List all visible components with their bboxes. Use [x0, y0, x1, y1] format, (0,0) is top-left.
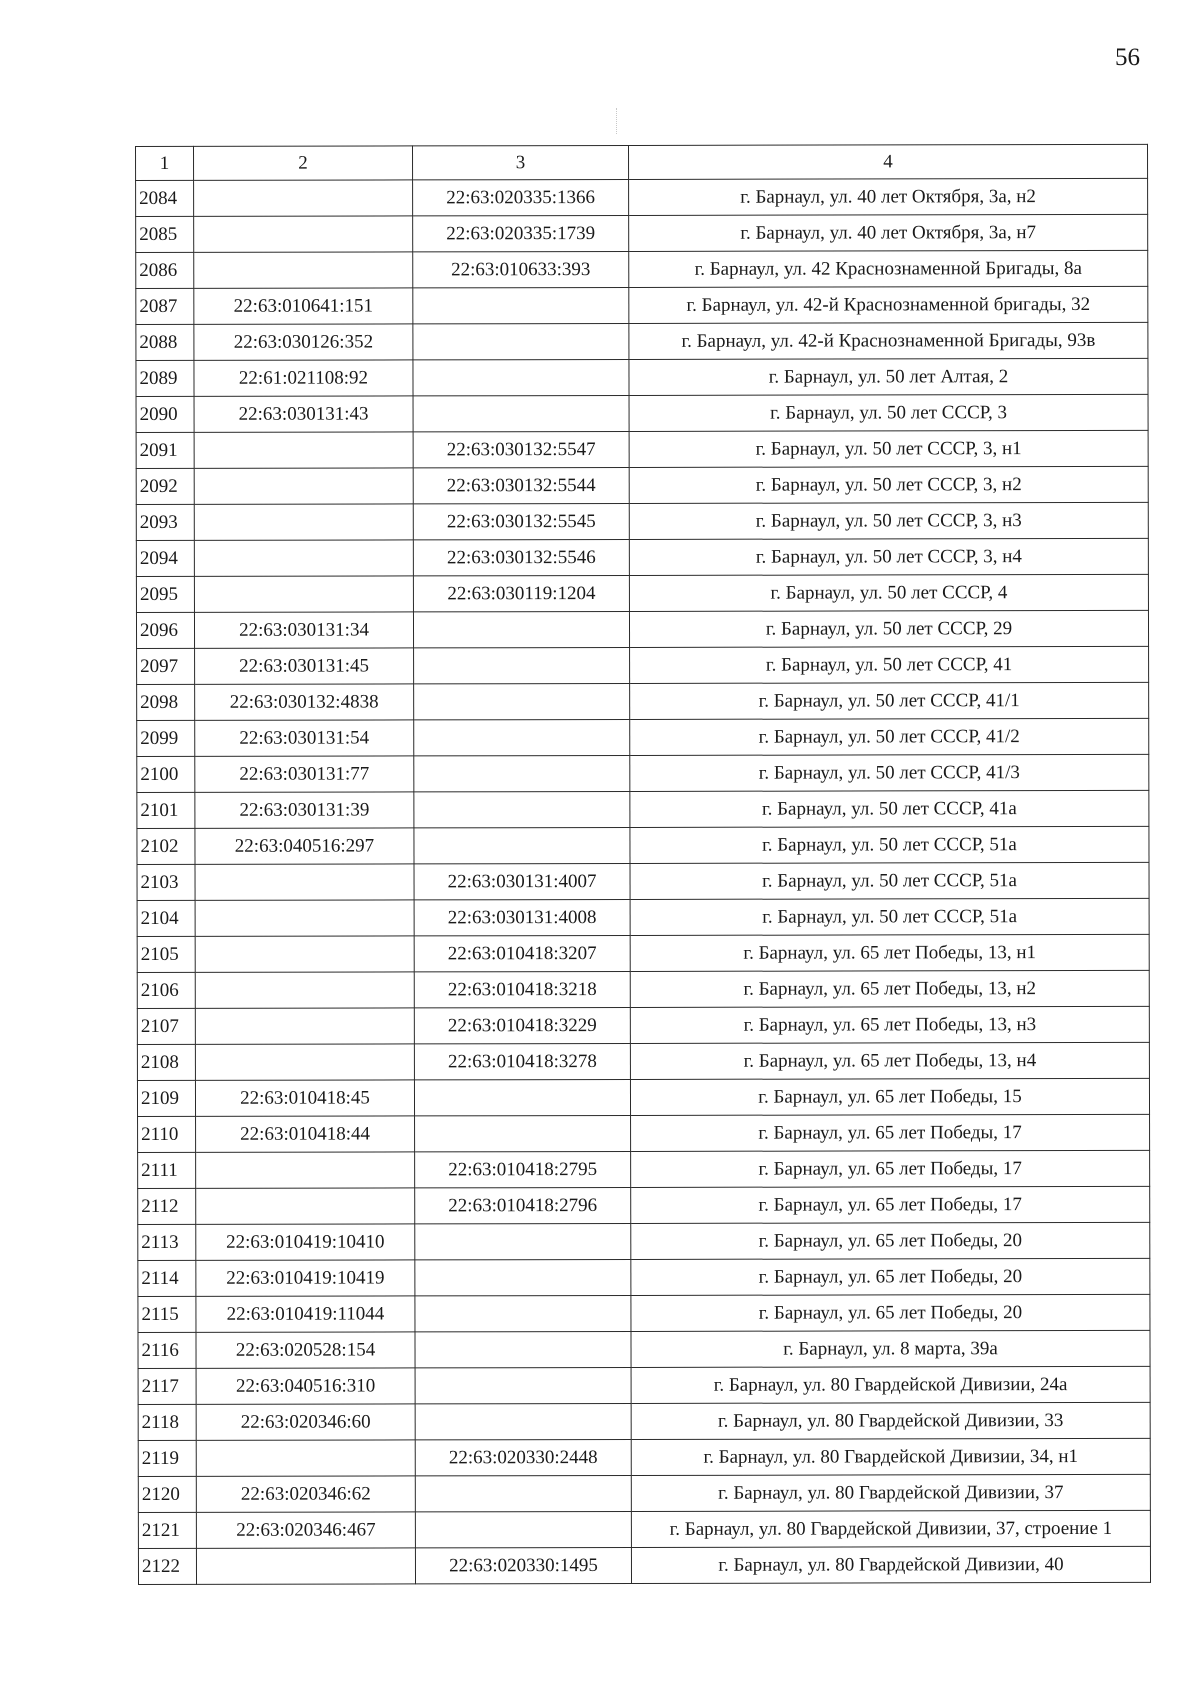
- row-number-cell: 2112: [138, 1188, 196, 1224]
- row-number-cell: 2094: [136, 540, 194, 576]
- row-number-cell: 2118: [138, 1404, 196, 1440]
- address-cell: г. Барнаул, ул. 50 лет СССР, 3, н2: [629, 466, 1148, 503]
- row-number-cell: 2088: [136, 324, 194, 360]
- row-number-cell: 2099: [137, 720, 195, 756]
- row-number-cell: 2086: [136, 252, 194, 288]
- address-cell: г. Барнаул, ул. 65 лет Победы, 20: [631, 1294, 1150, 1331]
- object-cadastral-number-cell: [415, 1367, 631, 1403]
- object-cadastral-number-cell: [415, 1475, 631, 1511]
- object-cadastral-number-cell: [413, 395, 629, 431]
- object-cadastral-number-cell: 22:63:010418:3207: [414, 935, 630, 971]
- object-cadastral-number-cell: 22:63:010418:3278: [414, 1043, 630, 1079]
- cadastral-number-cell: 22:63:020346:62: [196, 1476, 415, 1512]
- address-cell: г. Барнаул, ул. 50 лет СССР, 3: [629, 394, 1148, 431]
- object-cadastral-number-cell: [415, 1115, 631, 1151]
- row-number-cell: 2110: [138, 1116, 196, 1152]
- cadastral-number-cell: 22:63:030131:45: [195, 648, 414, 684]
- address-cell: г. Барнаул, ул. 8 марта, 39а: [631, 1330, 1150, 1367]
- table-row: [138, 1402, 1150, 1440]
- address-cell: г. Барнаул, ул. 65 лет Победы, 13, н1: [630, 934, 1149, 971]
- address-cell: г. Барнаул, ул. 50 лет СССР, 4: [629, 574, 1148, 611]
- address-cell: г. Барнаул, ул. 50 лет СССР, 3, н4: [629, 538, 1148, 575]
- cadastral-number-cell: 22:63:010419:10419: [196, 1260, 415, 1296]
- object-cadastral-number-cell: 22:63:030132:5546: [413, 539, 629, 575]
- table-row: [136, 214, 1148, 252]
- address-cell: г. Барнаул, ул. 80 Гвардейской Дивизии, 37, строение 1: [631, 1510, 1150, 1547]
- address-cell: г. Барнаул, ул. 80 Гвардейской Дивизии, 34, н1: [631, 1438, 1150, 1475]
- row-number-cell: 2096: [136, 612, 194, 648]
- column-header-2: 2: [194, 146, 413, 180]
- cadastral-number-cell: 22:63:030131:39: [195, 792, 414, 828]
- cadastral-number-cell: [194, 468, 413, 504]
- object-cadastral-number-cell: 22:63:010418:3229: [414, 1007, 630, 1043]
- cadastral-number-cell: 22:63:010419:10410: [196, 1224, 415, 1260]
- table-row: [137, 1042, 1149, 1080]
- cadastral-number-cell: [196, 1188, 415, 1224]
- row-number-cell: 2098: [137, 684, 195, 720]
- column-header-4: 4: [628, 144, 1147, 179]
- table-row: [137, 646, 1149, 684]
- row-number-cell: 2117: [138, 1368, 196, 1404]
- cadastral-number-cell: [194, 540, 413, 576]
- table-row: [138, 1222, 1150, 1260]
- cadastral-number-cell: [195, 972, 414, 1008]
- row-number-cell: 2100: [137, 756, 195, 792]
- row-number-cell: 2089: [136, 360, 194, 396]
- address-cell: г. Барнаул, ул. 50 лет СССР, 3, н3: [629, 502, 1148, 539]
- object-cadastral-number-cell: 22:63:030132:5544: [413, 467, 629, 503]
- row-number-cell: 2090: [136, 396, 194, 432]
- row-number-cell: 2113: [138, 1224, 196, 1260]
- table-row: [138, 1114, 1150, 1152]
- cadastral-number-cell: 22:61:021108:92: [194, 360, 413, 396]
- table-row: [138, 1366, 1150, 1404]
- object-cadastral-number-cell: 22:63:030132:5547: [413, 431, 629, 467]
- row-number-cell: 2116: [138, 1332, 196, 1368]
- table-row: [137, 682, 1149, 720]
- row-number-cell: 2085: [136, 216, 194, 252]
- scan-artifact: [616, 108, 619, 134]
- cadastral-number-cell: 22:63:030126:352: [194, 324, 413, 360]
- row-number-cell: 2109: [137, 1080, 195, 1116]
- cadastral-number-cell: [196, 1548, 415, 1584]
- table-row: [138, 1150, 1150, 1188]
- cadastral-number-cell: 22:63:040516:310: [196, 1368, 415, 1404]
- table-row: [137, 754, 1149, 792]
- object-cadastral-number-cell: [414, 719, 630, 755]
- address-cell: г. Барнаул, ул. 50 лет Алтая, 2: [629, 358, 1148, 395]
- table-row: [137, 934, 1149, 972]
- address-cell: г. Барнаул, ул. 65 лет Победы, 17: [631, 1186, 1150, 1223]
- address-cell: г. Барнаул, ул. 65 лет Победы, 13, н4: [630, 1042, 1149, 1079]
- table-row: [137, 1078, 1149, 1116]
- cadastral-number-cell: 22:63:010418:45: [195, 1080, 414, 1116]
- row-number-cell: 2103: [137, 864, 195, 900]
- object-cadastral-number-cell: 22:63:030131:4007: [414, 863, 630, 899]
- table-row: [138, 1258, 1150, 1296]
- table-row: [138, 1510, 1150, 1548]
- address-cell: г. Барнаул, ул. 65 лет Победы, 13, н3: [630, 1006, 1149, 1043]
- object-cadastral-number-cell: [415, 1331, 631, 1367]
- row-number-cell: 2097: [137, 648, 195, 684]
- row-number-cell: 2084: [136, 180, 194, 216]
- cadastral-number-cell: [195, 900, 414, 936]
- address-cell: г. Барнаул, ул. 50 лет СССР, 41/3: [630, 754, 1149, 791]
- cadastral-number-cell: [194, 180, 413, 216]
- address-cell: г. Барнаул, ул. 65 лет Победы, 20: [631, 1258, 1150, 1295]
- cadastral-number-cell: 22:63:010641:151: [194, 288, 413, 324]
- cadastral-number-cell: [194, 576, 413, 612]
- cadastral-number-cell: [194, 432, 413, 468]
- address-cell: г. Барнаул, ул. 42-й Краснознаменной Бригады, 93в: [629, 322, 1148, 359]
- row-number-cell: 2092: [136, 468, 194, 504]
- cadastral-number-cell: [195, 1008, 414, 1044]
- table-row: [136, 358, 1148, 396]
- cadastral-number-cell: 22:63:040516:297: [195, 828, 414, 864]
- address-cell: г. Барнаул, ул. 65 лет Победы, 20: [631, 1222, 1150, 1259]
- object-cadastral-number-cell: [413, 287, 629, 323]
- object-cadastral-number-cell: [414, 683, 630, 719]
- address-cell: г. Барнаул, ул. 50 лет СССР, 41/1: [630, 682, 1149, 719]
- object-cadastral-number-cell: 22:63:010418:2796: [415, 1187, 631, 1223]
- table-row: [138, 1474, 1150, 1512]
- address-cell: г. Барнаул, ул. 65 лет Победы, 15: [630, 1078, 1149, 1115]
- object-cadastral-number-cell: [414, 755, 630, 791]
- table-row: [138, 1546, 1150, 1584]
- table-row: [136, 394, 1148, 432]
- cadastral-number-cell: 22:63:010419:11044: [196, 1296, 415, 1332]
- cadastral-number-cell: 22:63:030131:77: [195, 756, 414, 792]
- column-header-3: 3: [413, 145, 629, 179]
- cadastral-number-cell: [194, 504, 413, 540]
- table-row: [138, 1294, 1150, 1332]
- object-cadastral-number-cell: [414, 647, 630, 683]
- table-body: [136, 178, 1151, 1584]
- object-cadastral-number-cell: [413, 359, 629, 395]
- row-number-cell: 2108: [137, 1044, 195, 1080]
- object-cadastral-number-cell: 22:63:020330:2448: [415, 1439, 631, 1475]
- address-cell: г. Барнаул, ул. 50 лет СССР, 41: [630, 646, 1149, 683]
- cadastral-number-cell: 22:63:020346:60: [196, 1404, 415, 1440]
- table-row: [138, 1186, 1150, 1224]
- table-row: [138, 1438, 1150, 1476]
- cadastral-number-cell: [194, 216, 413, 252]
- row-number-cell: 2087: [136, 288, 194, 324]
- cadastral-number-cell: 22:63:030131:34: [194, 612, 413, 648]
- row-number-cell: 2105: [137, 936, 195, 972]
- table-row: [136, 430, 1148, 468]
- table-row: [137, 970, 1149, 1008]
- table-row: [136, 322, 1148, 360]
- object-cadastral-number-cell: 22:63:030131:4008: [414, 899, 630, 935]
- object-cadastral-number-cell: [413, 611, 629, 647]
- row-number-cell: 2111: [138, 1152, 196, 1188]
- address-cell: г. Барнаул, ул. 42 Краснознаменной Бригады, 8а: [629, 250, 1148, 287]
- object-cadastral-number-cell: 22:63:020335:1739: [413, 215, 629, 251]
- object-cadastral-number-cell: 22:63:020330:1495: [415, 1547, 631, 1583]
- table-row: [136, 466, 1148, 504]
- row-number-cell: 2102: [137, 828, 195, 864]
- object-cadastral-number-cell: [413, 323, 629, 359]
- object-cadastral-number-cell: [414, 791, 630, 827]
- row-number-cell: 2122: [138, 1548, 196, 1584]
- cadastral-number-cell: [195, 936, 414, 972]
- object-cadastral-number-cell: 22:63:030132:5545: [413, 503, 629, 539]
- address-cell: г. Барнаул, ул. 50 лет СССР, 29: [629, 610, 1148, 647]
- cadastral-number-cell: [195, 1044, 414, 1080]
- address-cell: г. Барнаул, ул. 42-й Краснознаменной бригады, 32: [629, 286, 1148, 323]
- table-row: [137, 718, 1149, 756]
- address-cell: г. Барнаул, ул. 50 лет СССР, 51а: [630, 898, 1149, 935]
- cadastral-number-cell: 22:63:020528:154: [196, 1332, 415, 1368]
- table-row: [136, 250, 1148, 288]
- row-number-cell: 2121: [138, 1512, 196, 1548]
- address-cell: г. Барнаул, ул. 80 Гвардейской Дивизии, 24а: [631, 1366, 1150, 1403]
- row-number-cell: 2093: [136, 504, 194, 540]
- table-row: [138, 1330, 1150, 1368]
- address-cell: г. Барнаул, ул. 80 Гвардейской Дивизии, 40: [631, 1546, 1150, 1583]
- address-cell: г. Барнаул, ул. 40 лет Октября, 3а, н7: [629, 214, 1148, 251]
- table-row: [137, 790, 1149, 828]
- table-row: [137, 826, 1149, 864]
- row-number-cell: 2091: [136, 432, 194, 468]
- address-cell: г. Барнаул, ул. 65 лет Победы, 17: [631, 1114, 1150, 1151]
- table-row: [136, 502, 1148, 540]
- registry-table: [135, 144, 1151, 1585]
- row-number-cell: 2114: [138, 1260, 196, 1296]
- object-cadastral-number-cell: [414, 1079, 630, 1115]
- row-number-cell: 2119: [138, 1440, 196, 1476]
- cadastral-number-cell: [194, 252, 413, 288]
- object-cadastral-number-cell: 22:63:010418:3218: [414, 971, 630, 1007]
- address-cell: г. Барнаул, ул. 50 лет СССР, 51а: [630, 826, 1149, 863]
- object-cadastral-number-cell: 22:63:030119:1204: [413, 575, 629, 611]
- cadastral-number-cell: 22:63:030132:4838: [195, 684, 414, 720]
- row-number-cell: 2106: [137, 972, 195, 1008]
- cadastral-number-cell: [195, 864, 414, 900]
- object-cadastral-number-cell: [415, 1223, 631, 1259]
- object-cadastral-number-cell: [415, 1403, 631, 1439]
- cadastral-number-cell: 22:63:030131:54: [195, 720, 414, 756]
- row-number-cell: 2120: [138, 1476, 196, 1512]
- table-row: [137, 862, 1149, 900]
- cadastral-number-cell: [196, 1152, 415, 1188]
- address-cell: г. Барнаул, ул. 50 лет СССР, 41а: [630, 790, 1149, 827]
- address-cell: г. Барнаул, ул. 50 лет СССР, 51а: [630, 862, 1149, 899]
- table-row: [136, 538, 1148, 576]
- row-number-cell: 2107: [137, 1008, 195, 1044]
- address-cell: г. Барнаул, ул. 65 лет Победы, 17: [631, 1150, 1150, 1187]
- object-cadastral-number-cell: [415, 1511, 631, 1547]
- table-header-row: [136, 144, 1148, 180]
- row-number-cell: 2104: [137, 900, 195, 936]
- table-row: [137, 1006, 1149, 1044]
- table-row: [136, 574, 1148, 612]
- column-header-1: 1: [136, 146, 194, 180]
- object-cadastral-number-cell: [415, 1295, 631, 1331]
- object-cadastral-number-cell: 22:63:010633:393: [413, 251, 629, 287]
- object-cadastral-number-cell: [415, 1259, 631, 1295]
- cadastral-number-cell: 22:63:010418:44: [196, 1116, 415, 1152]
- address-cell: г. Барнаул, ул. 80 Гвардейской Дивизии, 37: [631, 1474, 1150, 1511]
- object-cadastral-number-cell: 22:63:010418:2795: [415, 1151, 631, 1187]
- row-number-cell: 2101: [137, 792, 195, 828]
- cadastral-number-cell: 22:63:030131:43: [194, 396, 413, 432]
- cadastral-number-cell: [196, 1440, 415, 1476]
- address-cell: г. Барнаул, ул. 80 Гвардейской Дивизии, 33: [631, 1402, 1150, 1439]
- object-cadastral-number-cell: 22:63:020335:1366: [413, 179, 629, 215]
- table-row: [136, 610, 1148, 648]
- table-row: [136, 178, 1148, 216]
- row-number-cell: 2115: [138, 1296, 196, 1332]
- address-cell: г. Барнаул, ул. 65 лет Победы, 13, н2: [630, 970, 1149, 1007]
- object-cadastral-number-cell: [414, 827, 630, 863]
- table-row: [136, 286, 1148, 324]
- cadastral-number-cell: 22:63:020346:467: [196, 1512, 415, 1548]
- address-cell: г. Барнаул, ул. 50 лет СССР, 41/2: [630, 718, 1149, 755]
- address-cell: г. Барнаул, ул. 40 лет Октября, 3а, н2: [629, 178, 1148, 215]
- table-row: [137, 898, 1149, 936]
- row-number-cell: 2095: [136, 576, 194, 612]
- page-number: 56: [1115, 44, 1140, 71]
- address-cell: г. Барнаул, ул. 50 лет СССР, 3, н1: [629, 430, 1148, 467]
